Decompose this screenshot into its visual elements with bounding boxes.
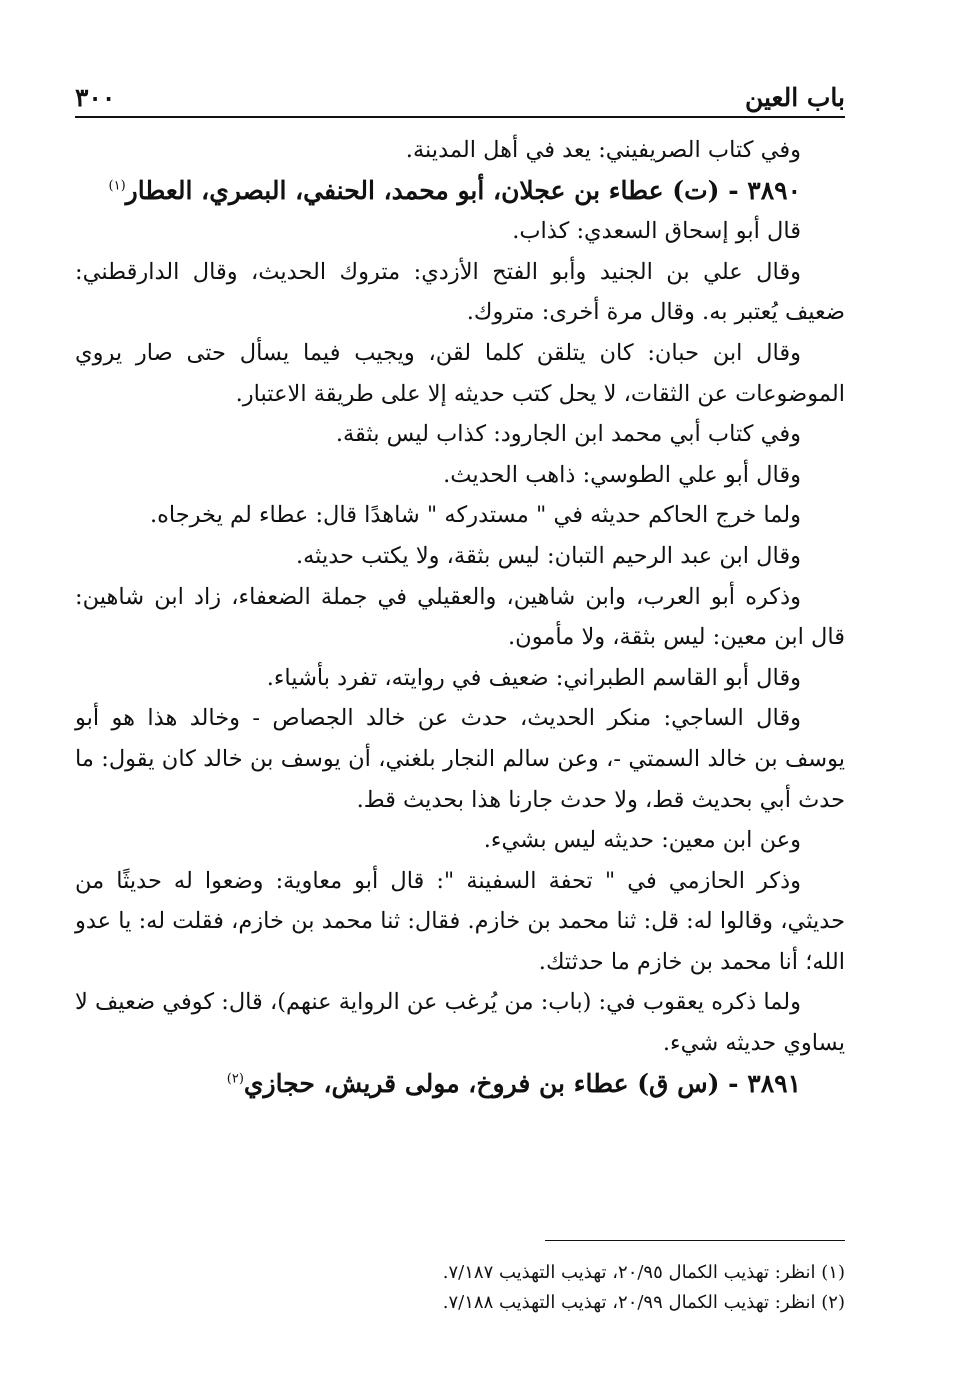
paragraph: ولما ذكره يعقوب في: (باب: من يُرغب عن الرواية عنهم)، قال: كوفي ضعيف لا يساوي حديثه شيء. <box>75 989 845 1057</box>
entry-title: ٣٨٩١ - (س ق) عطاء بن فروخ، مولى قريش، حجازي <box>243 1068 801 1098</box>
paragraph: وقال أبو علي الطوسي: ذاهب الحديث. <box>443 461 801 488</box>
paragraph: ولما خرج الحاكم حديثه في " مستدركه " شاهدًا قال: عطاء لم يخرجاه. <box>149 502 801 529</box>
footnote-ref: (١) <box>108 178 126 194</box>
footnote-2: (٢) انظر: تهذيب الكمال ٢٠/٩٩، تهذيب التهذيب ٧/١٨٨. <box>442 1292 845 1313</box>
paragraph: وفي كتاب أبي محمد ابن الجارود: كذاب ليس بثقة. <box>335 421 801 448</box>
paragraph: وعن ابن معين: حديثه ليس بشيء. <box>483 827 801 854</box>
paragraph: وذكره أبو العرب، وابن شاهين، والعقيلي في جملة الضعفاء، زاد ابن شاهين: قال ابن معين: ليس بثقة، ولا مأمون. <box>75 583 845 651</box>
paragraph: وقال ابن حبان: كان يتلقن كلما لقن، ويجيب فيما يسأل حتى صار يروي الموضوعات عن الثقات، لا يحل كتب حديثه إلا على طريقة الاعتبار. <box>75 339 845 407</box>
page-number: ٣٠٠ <box>75 83 116 112</box>
footnote-1: (١) انظر: تهذيب الكمال ٢٠/٩٥، تهذيب التهذيب ٧/١٨٧. <box>442 1262 845 1283</box>
entry-heading-3891 <box>75 1064 845 1105</box>
paragraph: وقال الساجي: منكر الحديث، حدث عن خالد الجصاص - وخالد هذا هو أبو يوسف بن خالد السمتي -، وعن سالم النجار بلغني، أن يوسف بن خالد كان يقول: ما حدث أبي بحديث قط، ولا حدث جارنا هذا بحديث قط. <box>75 705 845 813</box>
section-title: باب العين <box>744 83 845 112</box>
paragraph: وقال ابن عبد الرحيم التبان: ليس بثقة، ولا يكتب حديثه. <box>295 542 801 569</box>
paragraph: وقال أبو القاسم الطبراني: ضعيف في روايته، تفرد بأشياء. <box>266 664 801 691</box>
paragraph: وذكر الحازمي في " تحفة السفينة ": قال أبو معاوية: وضعوا له حديثًا من حديثي، وقالوا له: قل: ثنا محمد بن خازم. فقال: ثنا محمد بن خازم، فقلت له: يا عدو الله؛ أنا محمد بن خازم ما حدثتك. <box>75 867 845 975</box>
paragraph: وقال علي بن الجنيد وأبو الفتح الأزدي: متروك الحديث، وقال الدارقطني: ضعيف يُعتبر به. وقال مرة أخرى: متروك. <box>75 258 845 326</box>
main-text <box>75 130 845 1104</box>
footnotes <box>75 1258 845 1318</box>
footnote-ref: (٢) <box>226 1071 244 1087</box>
entry-title: ٣٨٩٠ - (ت) عطاء بن عجلان، أبو محمد، الحنفي، البصري، العطار <box>125 175 801 205</box>
footnote-divider <box>545 1240 845 1241</box>
paragraph: وفي كتاب الصريفيني: يعد في أهل المدينة. <box>405 137 801 163</box>
paragraph: قال أبو إسحاق السعدي: كذاب. <box>512 218 801 245</box>
running-header <box>75 70 845 118</box>
entry-heading-3890 <box>75 171 845 212</box>
